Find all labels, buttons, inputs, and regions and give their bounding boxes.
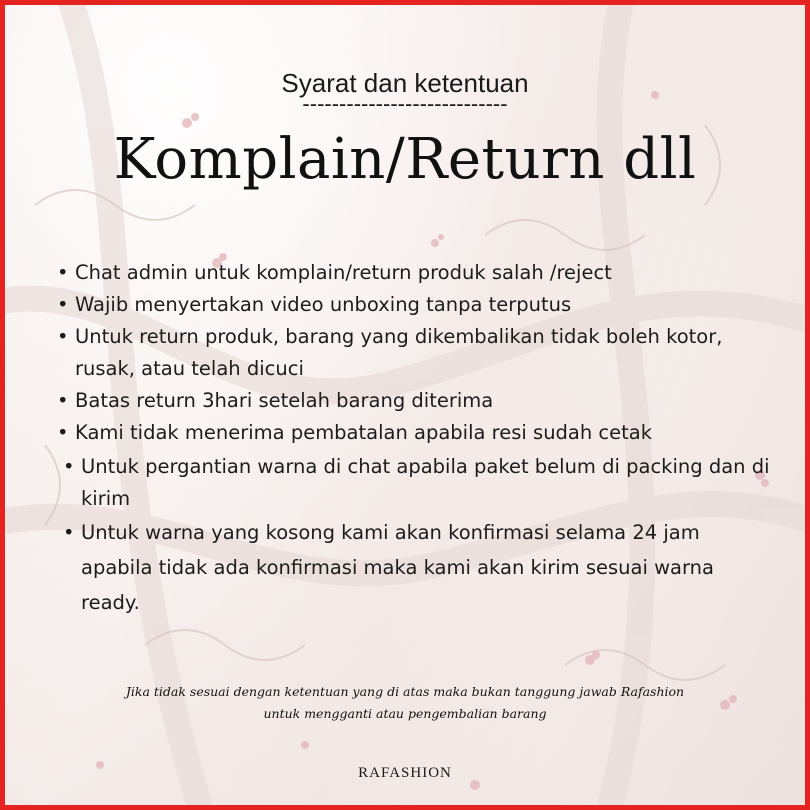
rule-item: • Untuk warna yang kosong kami akan konfirmasi selama 24 jam apabila tidak ada konfirmasi maka kami akan kirim sesuai warna ready. (57, 515, 777, 620)
disclaimer-line-1: Jika tidak sesuai dengan ketentuan yang di atas maka bukan tanggung jawab Rafashion (125, 684, 685, 699)
rule-item: • Untuk return produk, barang yang dikembalikan tidak boleh kotor, rusak, atau telah dicuci (57, 321, 777, 385)
brand-name: RAFASHION (358, 765, 452, 781)
subtitle-divider: ---------------------------- (302, 91, 508, 116)
rule-item: • Wajib menyertakan video unboxing tanpa terputus (57, 289, 777, 321)
page-title: Komplain/Return dll (113, 127, 697, 192)
poster-content (5, 5, 805, 805)
subtitle: Syarat dan ketentuan (281, 68, 529, 98)
rules-list (57, 257, 777, 620)
disclaimer-note (5, 681, 805, 725)
rule-item: • Kami tidak menerima pembatalan apabila resi sudah cetak (57, 417, 777, 449)
disclaimer-line-2: untuk mengganti atau pengembalian barang (263, 706, 547, 721)
rule-item: • Chat admin untuk komplain/return produk salah /reject (57, 257, 777, 289)
rule-item: • Batas return 3hari setelah barang diterima (57, 385, 777, 417)
rule-item: • Untuk pergantian warna di chat apabila paket belum di packing dan di kirim (57, 451, 777, 515)
